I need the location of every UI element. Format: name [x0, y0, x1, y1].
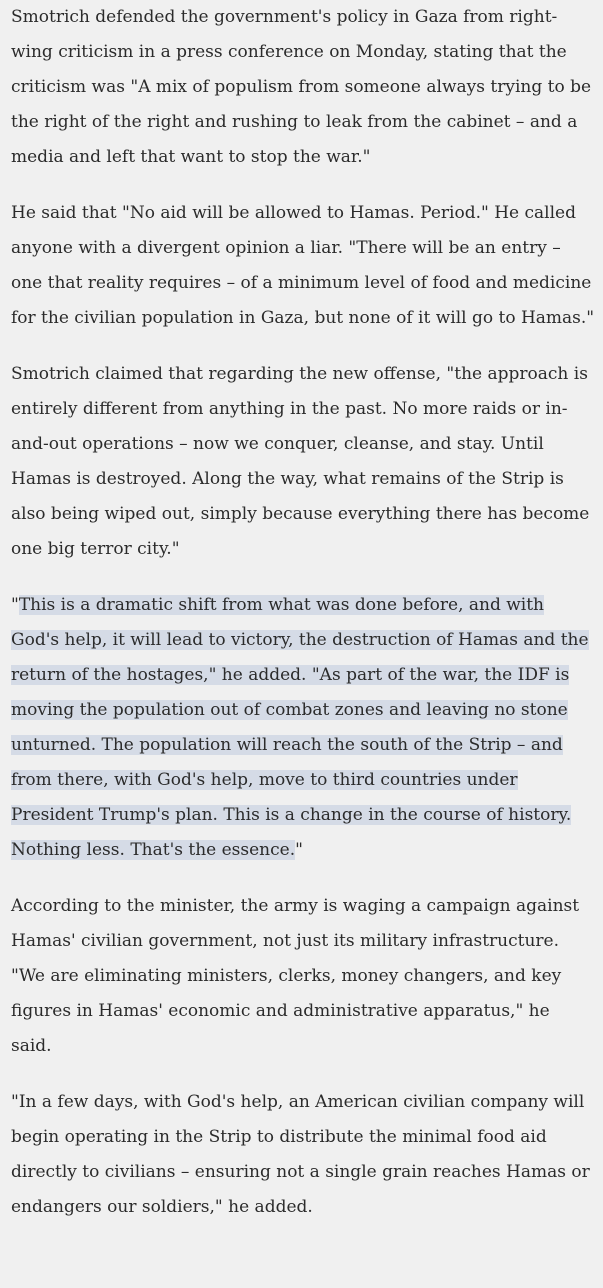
open-quote-mark: " — [11, 595, 19, 615]
close-quote-mark: " — [295, 840, 303, 860]
selected-text[interactable]: This is a dramatic shift from what was done before, and with God's help, it will lead to victory, the destruction of Hamas and the return of the hostages," he added. "As part of the war, the IDF is moving the population out of combat zones and leaving no stone unturned. The population will reach the south of the Strip – and from there, with God's help, move to third countries under President Trump's plan. This is a change in the course of history. Nothing less. That's the essence. — [11, 595, 589, 860]
article-paragraph-5: According to the minister, the army is waging a campaign against Hamas' civilian government, not just its military infrastructure. "We are eliminating ministers, clerks, money changers, and key figures in Hamas' economic and administrative apparatus," he said. — [11, 896, 580, 1056]
article-paragraph-2: He said that "No aid will be allowed to Hamas. Period." He called anyone with a divergent opinion a liar. "There will be an entry – one that reality requires – of a minimum level of food and medicine for the civilian population in Gaza, but none of it will go to Hamas." — [11, 203, 595, 328]
article-paragraph-3: Smotrich claimed that regarding the new offense, "the approach is entirely different from anything in the past. No more raids or in-and-out operations – now we conquer, cleanse, and stay. Until Hamas is destroyed. Along the way, what remains of the Strip is also being wiped out, simply because everything there has become one big terror city." — [11, 364, 590, 559]
article-paragraph-1: Smotrich defended the government's policy in Gaza from right-wing criticism in a press conference on Monday, stating that the criticism was "A mix of populism from someone always trying to be the right of the right and rushing to leak from the cabinet – and a media and left that want to stop the war." — [11, 7, 592, 167]
article-paragraph-4-highlighted — [11, 588, 595, 868]
article-paragraph-6: "In a few days, with God's help, an American civilian company will begin operating in the Strip to distribute the minimal food aid directly to civilians – ensuring not a single grain reaches Hamas or endangers our soldiers," he added. — [11, 1092, 590, 1217]
